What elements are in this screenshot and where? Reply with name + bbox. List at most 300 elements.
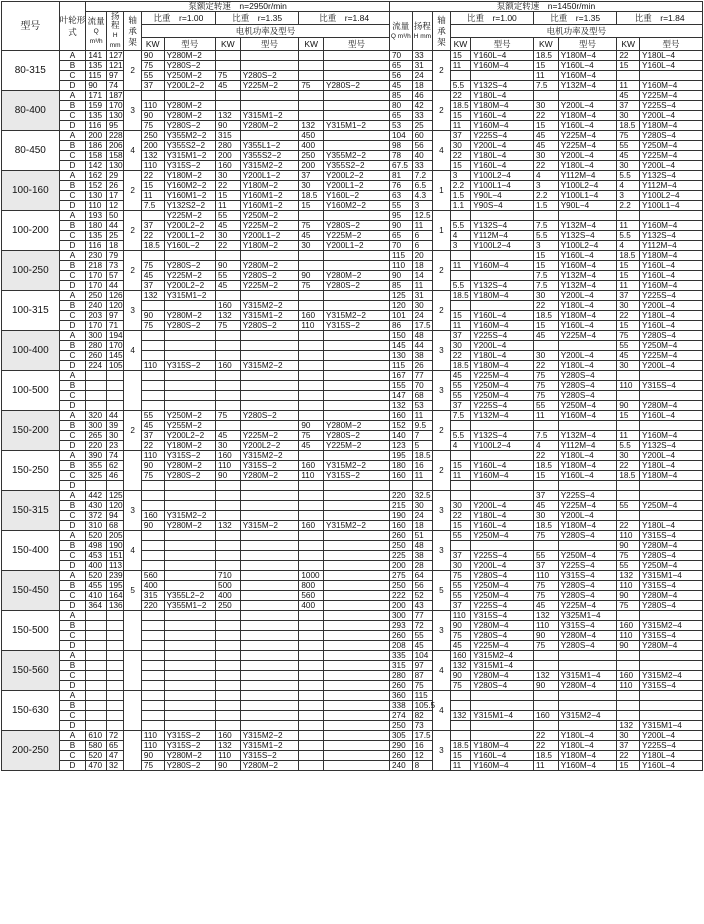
bearing-2950: 2 bbox=[124, 411, 141, 451]
impeller: D bbox=[59, 201, 86, 211]
impeller: A bbox=[59, 411, 86, 421]
model-100-2950 bbox=[164, 641, 215, 651]
kw-184-2950: 200 bbox=[299, 161, 324, 171]
flow-1450: 78 bbox=[389, 151, 412, 161]
kw-135-2950 bbox=[216, 661, 241, 671]
kw-135-1450: 7.5 bbox=[534, 221, 559, 231]
kw-184-1450 bbox=[617, 691, 640, 701]
model-135-1450: Y132M−4 bbox=[558, 281, 617, 291]
model-100-2950 bbox=[164, 351, 215, 361]
kw-135-2950 bbox=[216, 631, 241, 641]
kw-135-1450: 22 bbox=[534, 161, 559, 171]
header-kw: KW bbox=[216, 38, 241, 51]
model-184-2950: Y280M−2 bbox=[324, 271, 390, 281]
head-1450: 97 bbox=[412, 661, 433, 671]
header-bearing: 轴承架 bbox=[433, 12, 450, 51]
table-row bbox=[2, 61, 703, 71]
model-135-1450 bbox=[558, 341, 617, 351]
flow-2950: 265 bbox=[86, 431, 107, 441]
flow-2950: 280 bbox=[86, 341, 107, 351]
kw-184-1450: 110 bbox=[617, 531, 640, 541]
head-1450: 48 bbox=[412, 541, 433, 551]
head-2950: 105 bbox=[106, 361, 123, 371]
kw-135-1450: 90 bbox=[534, 631, 559, 641]
kw-184-1450: 18.5 bbox=[617, 251, 640, 261]
impeller: C bbox=[59, 311, 86, 321]
header-sg-135: 比重 r=1.35 bbox=[216, 12, 299, 25]
head-2950: 74 bbox=[106, 81, 123, 91]
head-1450: 9.5 bbox=[412, 421, 433, 431]
kw-135-1450: 18.5 bbox=[534, 51, 559, 61]
kw-184-1450: 22 bbox=[617, 311, 640, 321]
kw-184-1450: 55 bbox=[617, 141, 640, 151]
kw-100-1450: 37 bbox=[450, 331, 471, 341]
kw-184-2950 bbox=[299, 451, 324, 461]
kw-100-1450: 55 bbox=[450, 381, 471, 391]
kw-100-1450: 18.5 bbox=[450, 101, 471, 111]
kw-135-1450: 75 bbox=[534, 581, 559, 591]
impeller: D bbox=[59, 441, 86, 451]
kw-100-2950: 110 bbox=[141, 361, 164, 371]
model-184-2950: Y280M−2 bbox=[324, 421, 390, 431]
impeller: C bbox=[59, 751, 86, 761]
table-row bbox=[2, 661, 703, 671]
kw-100-2950: 75 bbox=[141, 761, 164, 771]
head-2950: 164 bbox=[106, 591, 123, 601]
model-100-2950: Y280S−2 bbox=[164, 321, 215, 331]
head-2950: 97 bbox=[106, 311, 123, 321]
kw-100-1450: 110 bbox=[450, 611, 471, 621]
kw-184-2950 bbox=[299, 61, 324, 71]
kw-100-1450: 30 bbox=[450, 561, 471, 571]
model-135-1450: Y160M−4 bbox=[558, 261, 617, 271]
model-100-2950 bbox=[164, 91, 215, 101]
head-2950: 95 bbox=[106, 121, 123, 131]
model-100-2950: Y200L2−2 bbox=[164, 81, 215, 91]
model-100-1450: Y225S−4 bbox=[471, 131, 534, 141]
bearing-1450: 1 bbox=[433, 171, 450, 211]
flow-2950: 90 bbox=[86, 81, 107, 91]
header-speed-2950: 泵额定转速 n=2950r/min bbox=[86, 2, 390, 12]
flow-2950 bbox=[86, 481, 107, 491]
model-135-2950 bbox=[240, 511, 299, 521]
table-row bbox=[2, 431, 703, 441]
kw-100-2950 bbox=[141, 501, 164, 511]
model-184-1450 bbox=[640, 371, 703, 381]
flow-1450: 155 bbox=[389, 381, 412, 391]
head-1450: 38 bbox=[412, 551, 433, 561]
model-135-1450 bbox=[558, 701, 617, 711]
impeller: D bbox=[59, 721, 86, 731]
head-2950: 158 bbox=[106, 151, 123, 161]
impeller: D bbox=[59, 681, 86, 691]
flow-2950: 130 bbox=[86, 191, 107, 201]
kw-135-2950 bbox=[216, 291, 241, 301]
model-100-2950 bbox=[164, 491, 215, 501]
table-row bbox=[2, 451, 703, 461]
head-1450: 104 bbox=[412, 651, 433, 661]
flow-1450: 90 bbox=[389, 221, 412, 231]
model-135-1450 bbox=[558, 541, 617, 551]
flow-2950: 260 bbox=[86, 351, 107, 361]
model-135-1450: Y280M−4 bbox=[558, 681, 617, 691]
kw-184-2950 bbox=[299, 541, 324, 551]
model-135-2950 bbox=[240, 481, 299, 491]
model-184-1450 bbox=[640, 491, 703, 501]
kw-184-1450: 110 bbox=[617, 581, 640, 591]
model-184-2950: Y355S2−2 bbox=[324, 161, 390, 171]
model-100-2950 bbox=[164, 381, 215, 391]
model-135-2950 bbox=[240, 61, 299, 71]
kw-135-2950 bbox=[216, 331, 241, 341]
bearing-2950: 2 bbox=[124, 51, 141, 91]
kw-184-1450: 75 bbox=[617, 331, 640, 341]
head-1450: 87 bbox=[412, 671, 433, 681]
flow-2950: 135 bbox=[86, 61, 107, 71]
flow-2950 bbox=[86, 651, 107, 661]
head-2950 bbox=[106, 391, 123, 401]
head-2950: 57 bbox=[106, 271, 123, 281]
kw-184-2950 bbox=[299, 501, 324, 511]
impeller: C bbox=[59, 511, 86, 521]
kw-135-1450: 75 bbox=[534, 371, 559, 381]
kw-100-1450: 3 bbox=[450, 241, 471, 251]
model-135-1450: Y160M−4 bbox=[558, 411, 617, 421]
flow-1450: 300 bbox=[389, 611, 412, 621]
model-135-2950 bbox=[240, 581, 299, 591]
bearing-2950: 5 bbox=[124, 571, 141, 611]
kw-135-2950 bbox=[216, 641, 241, 651]
model-184-1450: Y280M−4 bbox=[640, 641, 703, 651]
bearing-1450: 2 bbox=[433, 291, 450, 331]
model-184-2950 bbox=[324, 731, 390, 741]
model-135-1450: Y132M−4 bbox=[558, 81, 617, 91]
flow-2950: 400 bbox=[86, 561, 107, 571]
flow-1450: 63 bbox=[389, 191, 412, 201]
head-2950: 113 bbox=[106, 561, 123, 571]
model-184-2950 bbox=[324, 261, 390, 271]
kw-135-1450: 110 bbox=[534, 621, 559, 631]
model-184-1450: Y112M−4 bbox=[640, 181, 703, 191]
kw-100-1450 bbox=[450, 271, 471, 281]
model-135-1450: Y160L−4 bbox=[558, 121, 617, 131]
bearing-2950 bbox=[124, 611, 141, 651]
kw-135-1450: 75 bbox=[534, 381, 559, 391]
flow-1450: 150 bbox=[389, 331, 412, 341]
model-100-2950 bbox=[164, 711, 215, 721]
kw-100-2950 bbox=[141, 401, 164, 411]
head-1450: 46 bbox=[412, 91, 433, 101]
kw-184-2950 bbox=[299, 361, 324, 371]
kw-184-2950 bbox=[299, 251, 324, 261]
model-135-2950: Y225M−2 bbox=[240, 281, 299, 291]
model-100-2950: Y180M−2 bbox=[164, 171, 215, 181]
table-row bbox=[2, 181, 703, 191]
model-184-2950 bbox=[324, 571, 390, 581]
table-row bbox=[2, 171, 703, 181]
model-184-1450: Y250M−4 bbox=[640, 561, 703, 571]
model-184-2950: Y280S−2 bbox=[324, 431, 390, 441]
header-model: 型号 bbox=[2, 2, 60, 51]
kw-135-2950: 90 bbox=[216, 121, 241, 131]
model-100-1450: Y90S−4 bbox=[471, 201, 534, 211]
kw-135-1450 bbox=[534, 341, 559, 351]
kw-100-1450: 22 bbox=[450, 151, 471, 161]
model-135-1450: Y90L−4 bbox=[558, 201, 617, 211]
kw-100-2950 bbox=[141, 641, 164, 651]
kw-135-2950: 250 bbox=[216, 601, 241, 611]
flow-2950: 325 bbox=[86, 471, 107, 481]
kw-100-1450: 55 bbox=[450, 591, 471, 601]
kw-135-1450 bbox=[534, 421, 559, 431]
kw-135-1450 bbox=[534, 91, 559, 101]
head-2950 bbox=[106, 691, 123, 701]
flow-1450: 220 bbox=[389, 491, 412, 501]
model-135-1450: Y132M−4 bbox=[558, 221, 617, 231]
model-184-2950 bbox=[324, 651, 390, 661]
model-100-1450 bbox=[471, 301, 534, 311]
kw-100-1450 bbox=[450, 481, 471, 491]
model-100-1450: Y180M−4 bbox=[471, 361, 534, 371]
model-184-1450: Y225S−4 bbox=[640, 291, 703, 301]
kw-184-1450: 30 bbox=[617, 361, 640, 371]
kw-100-1450: 15 bbox=[450, 521, 471, 531]
model-184-2950 bbox=[324, 451, 390, 461]
table-row bbox=[2, 551, 703, 561]
model-184-1450: Y315S−4 bbox=[640, 681, 703, 691]
kw-100-1450: 2.2 bbox=[450, 181, 471, 191]
kw-184-2950 bbox=[299, 51, 324, 61]
flow-2950: 230 bbox=[86, 251, 107, 261]
head-2950: 145 bbox=[106, 351, 123, 361]
flow-1450 bbox=[389, 481, 412, 491]
model-cell: 150-450 bbox=[2, 571, 60, 611]
table-row bbox=[2, 251, 703, 261]
kw-100-1450: 18.5 bbox=[450, 741, 471, 751]
model-100-2950: Y355M1−2 bbox=[164, 601, 215, 611]
head-1450: 6.5 bbox=[412, 181, 433, 191]
kw-184-2950 bbox=[299, 531, 324, 541]
kw-135-1450: 45 bbox=[534, 131, 559, 141]
model-100-2950: Y315M1−2 bbox=[164, 151, 215, 161]
kw-135-2950: 132 bbox=[216, 741, 241, 751]
kw-184-1450: 55 bbox=[617, 341, 640, 351]
flow-1450: 65 bbox=[389, 231, 412, 241]
table-row bbox=[2, 511, 703, 521]
kw-100-2950: 55 bbox=[141, 71, 164, 81]
model-100-1450: Y132S−4 bbox=[471, 431, 534, 441]
model-184-1450: Y180M−4 bbox=[640, 471, 703, 481]
model-135-2950 bbox=[240, 721, 299, 731]
kw-135-1450: 4 bbox=[534, 441, 559, 451]
model-184-1450: Y160L−4 bbox=[640, 411, 703, 421]
kw-184-1450: 30 bbox=[617, 111, 640, 121]
table-row bbox=[2, 621, 703, 631]
flow-2950: 110 bbox=[86, 201, 107, 211]
kw-100-2950: 132 bbox=[141, 151, 164, 161]
model-184-1450 bbox=[640, 511, 703, 521]
flow-2950: 170 bbox=[86, 321, 107, 331]
table-row bbox=[2, 671, 703, 681]
model-184-2950: Y225M−2 bbox=[324, 441, 390, 451]
model-184-2950 bbox=[324, 141, 390, 151]
kw-100-2950: 75 bbox=[141, 121, 164, 131]
model-184-2950 bbox=[324, 351, 390, 361]
kw-184-1450 bbox=[617, 491, 640, 501]
kw-184-2950 bbox=[299, 71, 324, 81]
model-100-2950: Y315S−2 bbox=[164, 451, 215, 461]
model-135-2950: Y315M−2 bbox=[240, 521, 299, 531]
head-1450: 75 bbox=[412, 681, 433, 691]
model-135-2950: Y315M2−2 bbox=[240, 161, 299, 171]
model-100-1450: Y132S−4 bbox=[471, 221, 534, 231]
flow-1450: 76 bbox=[389, 181, 412, 191]
kw-135-2950 bbox=[216, 671, 241, 681]
kw-135-2950: 45 bbox=[216, 221, 241, 231]
flow-1450: 260 bbox=[389, 531, 412, 541]
kw-184-1450: 5.5 bbox=[617, 171, 640, 181]
flow-2950: 170 bbox=[86, 271, 107, 281]
impeller: B bbox=[59, 301, 86, 311]
model-135-1450: Y280M−4 bbox=[558, 631, 617, 641]
head-2950: 46 bbox=[106, 471, 123, 481]
model-135-1450: Y225M−4 bbox=[558, 141, 617, 151]
model-184-2950 bbox=[324, 511, 390, 521]
head-1450: 28 bbox=[412, 561, 433, 571]
kw-184-2950: 132 bbox=[299, 121, 324, 131]
model-184-2950: Y280S−2 bbox=[324, 81, 390, 91]
flow-2950: 355 bbox=[86, 461, 107, 471]
flow-1450: 56 bbox=[389, 71, 412, 81]
table-row bbox=[2, 721, 703, 731]
kw-184-1450 bbox=[617, 211, 640, 221]
header-type: 型号 bbox=[164, 38, 215, 51]
impeller: B bbox=[59, 621, 86, 631]
impeller: D bbox=[59, 761, 86, 771]
model-100-2950 bbox=[164, 631, 215, 641]
model-135-2950 bbox=[240, 381, 299, 391]
flow-1450: 293 bbox=[389, 621, 412, 631]
model-100-1450: Y160M−4 bbox=[471, 471, 534, 481]
table-row bbox=[2, 201, 703, 211]
head-2950 bbox=[106, 371, 123, 381]
model-184-1450: Y160L−4 bbox=[640, 61, 703, 71]
kw-184-1450: 15 bbox=[617, 411, 640, 421]
kw-135-1450: 45 bbox=[534, 141, 559, 151]
kw-184-1450: 30 bbox=[617, 161, 640, 171]
table-row bbox=[2, 341, 703, 351]
impeller: A bbox=[59, 451, 86, 461]
kw-100-1450 bbox=[450, 71, 471, 81]
model-135-1450: Y100L1−4 bbox=[558, 191, 617, 201]
model-184-1450 bbox=[640, 711, 703, 721]
model-135-2950: Y315S−2 bbox=[240, 751, 299, 761]
model-135-2950: Y315M1−2 bbox=[240, 311, 299, 321]
model-184-2950: Y160L−2 bbox=[324, 191, 390, 201]
kw-184-2950 bbox=[299, 211, 324, 221]
flow-1450: 250 bbox=[389, 721, 412, 731]
model-100-1450: Y132S−4 bbox=[471, 81, 534, 91]
head-1450: 60 bbox=[412, 131, 433, 141]
kw-184-2950: 15 bbox=[299, 201, 324, 211]
model-100-1450: Y100L2−4 bbox=[471, 171, 534, 181]
model-135-1450: Y160M−4 bbox=[558, 71, 617, 81]
model-184-2950 bbox=[324, 721, 390, 731]
kw-184-1450: 90 bbox=[617, 641, 640, 651]
model-184-1450 bbox=[640, 701, 703, 711]
kw-135-1450: 55 bbox=[534, 551, 559, 561]
model-184-1450: Y180L−4 bbox=[640, 751, 703, 761]
table-row bbox=[2, 291, 703, 301]
kw-100-1450: 30 bbox=[450, 141, 471, 151]
model-135-1450: Y200L−4 bbox=[558, 511, 617, 521]
table-row bbox=[2, 491, 703, 501]
model-184-2950: Y315M2−2 bbox=[324, 461, 390, 471]
flow-1450: 280 bbox=[389, 671, 412, 681]
head-2950: 170 bbox=[106, 341, 123, 351]
model-100-1450: Y225S−4 bbox=[471, 551, 534, 561]
flow-1450: 260 bbox=[389, 681, 412, 691]
model-100-1450: Y315S−4 bbox=[471, 611, 534, 621]
kw-184-2950: 160 bbox=[299, 521, 324, 531]
model-100-1450: Y315M1−4 bbox=[471, 711, 534, 721]
head-1450: 56 bbox=[412, 141, 433, 151]
kw-100-2950: 110 bbox=[141, 741, 164, 751]
model-135-1450: Y100L2−4 bbox=[558, 241, 617, 251]
model-100-1450 bbox=[471, 721, 534, 731]
kw-184-1450: 15 bbox=[617, 321, 640, 331]
model-184-2950 bbox=[324, 91, 390, 101]
table-row bbox=[2, 231, 703, 241]
flow-1450: 67.5 bbox=[389, 161, 412, 171]
flow-1450: 290 bbox=[389, 741, 412, 751]
head-2950: 65 bbox=[106, 741, 123, 751]
kw-100-2950 bbox=[141, 541, 164, 551]
kw-184-2950 bbox=[299, 481, 324, 491]
kw-184-2950 bbox=[299, 391, 324, 401]
head-1450: 6 bbox=[412, 241, 433, 251]
kw-100-2950: 110 bbox=[141, 101, 164, 111]
model-184-2950 bbox=[324, 671, 390, 681]
model-135-2950 bbox=[240, 711, 299, 721]
impeller: C bbox=[59, 591, 86, 601]
model-184-1450 bbox=[640, 661, 703, 671]
kw-135-2950 bbox=[216, 61, 241, 71]
model-135-1450: Y180L−4 bbox=[558, 451, 617, 461]
model-184-2950: Y280S−2 bbox=[324, 221, 390, 231]
kw-184-1450: 11 bbox=[617, 281, 640, 291]
flow-1450: 85 bbox=[389, 281, 412, 291]
table-row bbox=[2, 711, 703, 721]
model-184-2950 bbox=[324, 711, 390, 721]
kw-135-2950: 15 bbox=[216, 191, 241, 201]
model-135-2950 bbox=[240, 571, 299, 581]
impeller: A bbox=[59, 131, 86, 141]
kw-184-2950: 75 bbox=[299, 431, 324, 441]
model-135-1450: Y315S−4 bbox=[558, 621, 617, 631]
kw-135-1450: 5.5 bbox=[534, 231, 559, 241]
flow-2950: 135 bbox=[86, 231, 107, 241]
flow-1450: 200 bbox=[389, 561, 412, 571]
table-body bbox=[2, 51, 703, 771]
flow-2950 bbox=[86, 671, 107, 681]
model-cell: 80-400 bbox=[2, 91, 60, 131]
model-135-1450: Y180M−4 bbox=[558, 751, 617, 761]
kw-184-1450 bbox=[617, 421, 640, 431]
model-100-1450 bbox=[471, 491, 534, 501]
kw-100-1450: 5.5 bbox=[450, 221, 471, 231]
kw-184-1450: 132 bbox=[617, 721, 640, 731]
